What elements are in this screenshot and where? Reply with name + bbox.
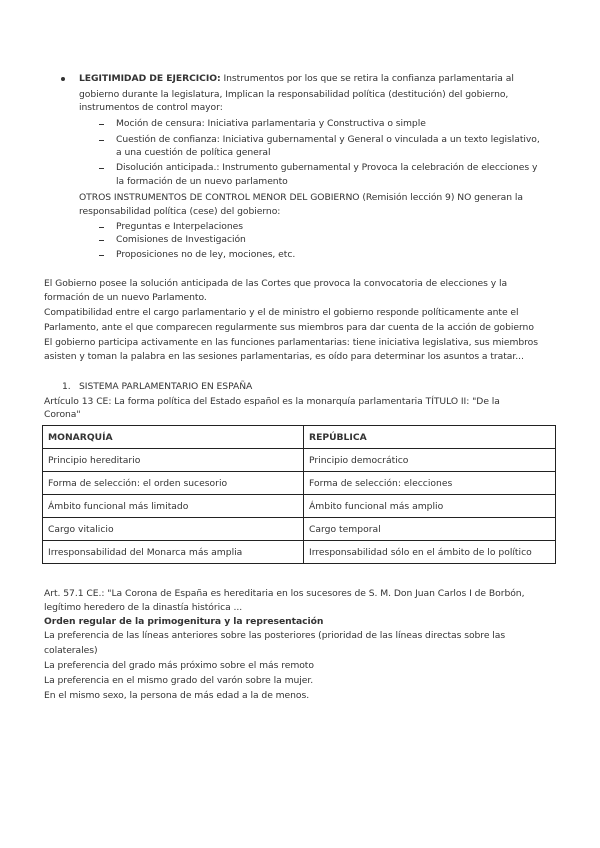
article-13-line-2: Corona" [44, 409, 81, 420]
list-item-proposiciones: Proposiciones no de ley, mociones, etc. [116, 249, 296, 260]
legitimidad-intro-3: instrumentos de control mayor: [79, 102, 223, 113]
table-cell: Ámbito funcional más limitado [43, 495, 304, 518]
table-header-row [43, 426, 556, 449]
table-cell: Cargo temporal [304, 518, 556, 541]
orden-line: colaterales) [44, 645, 98, 656]
dash-icon [99, 227, 104, 228]
table-row [43, 541, 556, 564]
article-57-line-2: legítimo heredero de la dinastía histórica ... [44, 602, 243, 613]
bullet-dot-icon [61, 77, 65, 81]
list-item-disolucion-cont: la formación de un nuevo parlamento [116, 176, 288, 187]
orden-heading: Orden regular de la primogenitura y la representación [44, 616, 324, 627]
section-title: SISTEMA PARLAMENTARIO EN ESPAÑA [79, 381, 253, 392]
article-57-line-1: Art. 57.1 CE.: "La Corona de España es hereditaria en los sucesores de S. M. Don Juan Carlos I de Borbón, [44, 588, 525, 599]
dash-icon [99, 140, 104, 141]
list-item-preguntas: Preguntas e Interpelaciones [116, 221, 243, 232]
dash-icon [99, 255, 104, 256]
dash-icon [99, 240, 104, 241]
legitimidad-title: LEGITIMIDAD DE EJERCICIO: [79, 73, 221, 84]
comparison-table [42, 425, 556, 564]
table-row [43, 518, 556, 541]
table-cell: Ámbito funcional más amplio [304, 495, 556, 518]
paragraph-line: El gobierno participa activamente en las funciones parlamentarias: tiene iniciativa legislativa, sus miembros [44, 337, 538, 348]
table-row [43, 449, 556, 472]
otros-instrumentos-1: OTROS INSTRUMENTOS DE CONTROL MENOR DEL GOBIERNO (Remisión lección 9) NO generan la [79, 192, 523, 203]
table-cell: Cargo vitalicio [43, 518, 304, 541]
dash-icon [99, 124, 104, 125]
article-13-line-1: Artículo 13 CE: La forma política del Estado español es la monarquía parlamentaria TÍTULO II: "De la [44, 396, 500, 407]
orden-line: La preferencia de las líneas anteriores sobre las posteriores (prioridad de las líneas directas sobre las [44, 630, 506, 641]
orden-line: En el mismo sexo, la persona de más edad a la de menos. [44, 690, 310, 701]
list-item-comisiones: Comisiones de Investigación [116, 234, 246, 245]
section-number: 1. [62, 381, 71, 392]
table-cell: Forma de selección: el orden sucesorio [43, 472, 304, 495]
table-header-monarquia: MONARQUÍA [43, 426, 304, 449]
orden-line: La preferencia en el mismo grado del varón sobre la mujer. [44, 675, 314, 686]
table-cell: Principio hereditario [43, 449, 304, 472]
paragraph-line: formación de un nuevo Parlamento. [44, 292, 207, 303]
table-row [43, 472, 556, 495]
paragraph-line: Parlamento, ante el que comparecen regularmente sus miembros para dar cuenta de la acción de gobierno [44, 322, 534, 333]
table-cell: Forma de selección: elecciones [304, 472, 556, 495]
legitimidad-intro-1: Instrumentos por los que se retira la confianza parlamentaria al [220, 73, 514, 84]
list-item-disolucion: Disolución anticipada.: Instrumento gubernamental y Provoca la celebración de elecciones y [116, 162, 538, 173]
orden-line: La preferencia del grado más próximo sobre el más remoto [44, 660, 314, 671]
dash-icon [99, 168, 104, 169]
paragraph-line: asisten y toman la palabra en las sesiones parlamentarias, es oído para determinar los asuntos a tratar... [44, 351, 524, 362]
paragraph-line: Compatibilidad entre el cargo parlamentario y el de ministro el gobierno responde políticamente ante el [44, 307, 519, 318]
otros-instrumentos-2: responsabilidad política (cese) del gobierno: [79, 206, 281, 217]
table-cell: Principio democrático [304, 449, 556, 472]
paragraph-line: El Gobierno posee la solución anticipada de las Cortes que provoca la convocatoria de elecciones y la [44, 278, 508, 289]
table-header-republica: REPÚBLICA [304, 426, 556, 449]
list-item-mocion: Moción de censura: Iniciativa parlamentaria y Constructiva o simple [116, 118, 426, 129]
table-cell: Irresponsabilidad del Monarca más amplia [43, 541, 304, 564]
legitimidad-intro-2: gobierno durante la legislatura, Implican la responsabilidad política (destitución) del gobierno, [79, 89, 509, 100]
legitimidad-line-1 [79, 73, 514, 85]
list-item-cuestion-cont: a una cuestión de política general [116, 147, 271, 158]
table-cell: Irresponsabilidad sólo en el ámbito de lo político [304, 541, 556, 564]
list-item-cuestion: Cuestión de confianza: Iniciativa gubernamental y General o vinculada a un texto legislativo, [116, 134, 540, 145]
table-row [43, 495, 556, 518]
